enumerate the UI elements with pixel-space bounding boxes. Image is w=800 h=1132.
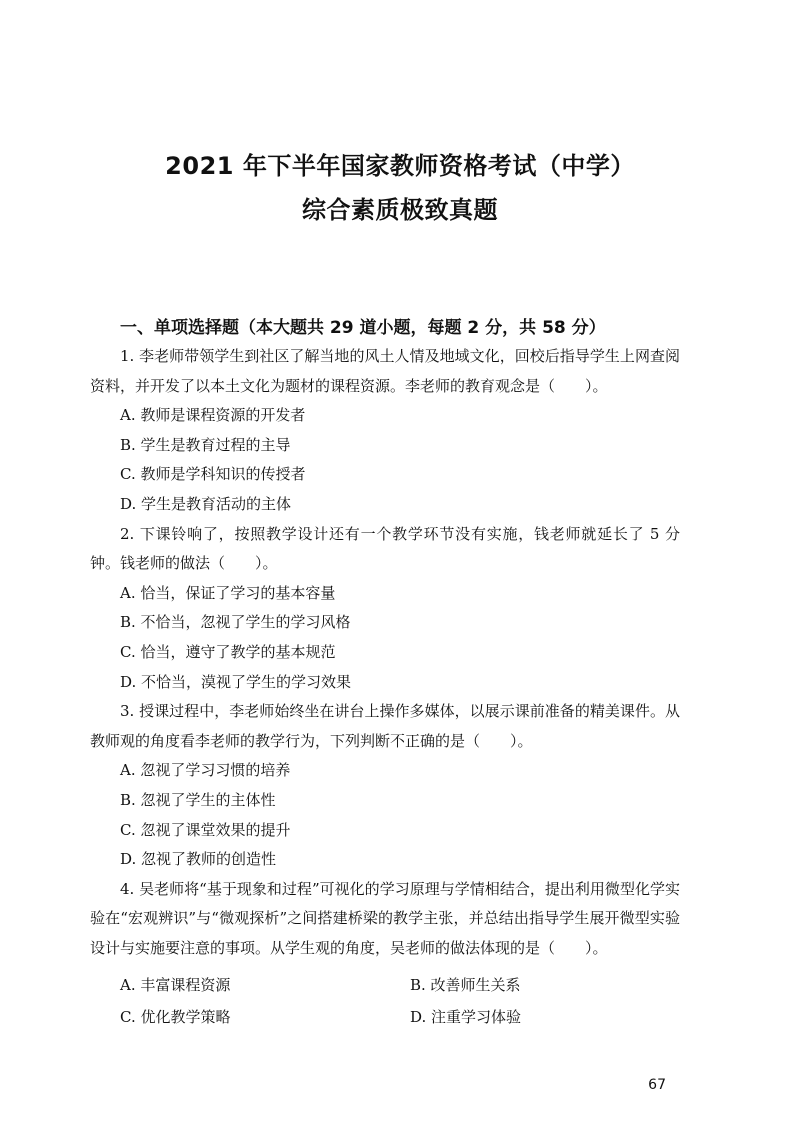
question-1 — [90, 342, 680, 520]
option-c: C. 教师是学科知识的传授者 — [120, 465, 306, 484]
option-b: B. 改善师生关系 — [410, 976, 521, 995]
option-b: B. 不恰当，忽视了学生的学习风格 — [120, 613, 351, 632]
question-stem: 4. 吴老师将“基于现象和过程”可视化的学习原理与学情相结合，提出利用微型化学实验在“宏观辨识”与“微观探析”之间搭建桥梁的教学主张，并总结出指导学生展开微型实验设计与实施要注意的事项。从学生观的角度，吴老师的做法体现的是（ ）。 — [90, 879, 680, 957]
option-c: C. 优化教学策略 — [120, 1008, 231, 1027]
question-3 — [90, 697, 680, 875]
option-c: C. 忽视了课堂效果的提升 — [120, 820, 291, 839]
option-grid — [90, 969, 680, 1033]
option-a: A. 恰当，保证了学习的基本容量 — [120, 583, 336, 602]
option-c: C. 恰当，遵守了教学的基本规范 — [120, 642, 336, 661]
question-list — [90, 342, 680, 1033]
question-stem: 3. 授课过程中，李老师始终坐在讲台上操作多媒体，以展示课前准备的精美课件。从教师观的角度看李老师的教学行为，下列判断不正确的是（ ）。 — [90, 702, 680, 750]
option-d: D. 忽视了教师的创造性 — [120, 850, 277, 869]
page-number: 67 — [648, 1077, 666, 1093]
question-2 — [90, 520, 680, 698]
option-a: A. 忽视了学习习惯的培养 — [120, 761, 291, 780]
question-stem: 1. 李老师带领学生到社区了解当地的风土人情及地域文化，回校后指导学生上网查阅资料，并开发了以本土文化为题材的课程资源。李老师的教育观念是（ ）。 — [90, 347, 680, 395]
option-a: A. 教师是课程资源的开发者 — [120, 406, 306, 425]
section-heading: 一、单项选择题（本大题共 29 道小题，每题 2 分，共 58 分） — [120, 318, 606, 338]
page-subtitle: 综合素质极致真题 — [302, 196, 498, 224]
question-4 — [90, 875, 680, 1034]
option-b: B. 忽视了学生的主体性 — [120, 790, 276, 809]
question-stem: 2. 下课铃响了，按照教学设计还有一个教学环节没有实施，钱老师就延长了 5 分钟。钱老师的做法（ ）。 — [90, 524, 680, 573]
option-a: A. 丰富课程资源 — [120, 976, 231, 995]
option-d: D. 不恰当，漠视了学生的学习效果 — [120, 672, 352, 691]
option-d: D. 学生是教育活动的主体 — [120, 494, 292, 513]
option-b: B. 学生是教育过程的主导 — [120, 435, 291, 454]
page-title: 2021 年下半年国家教师资格考试（中学） — [165, 152, 635, 180]
option-d: D. 注重学习体验 — [410, 1008, 522, 1027]
